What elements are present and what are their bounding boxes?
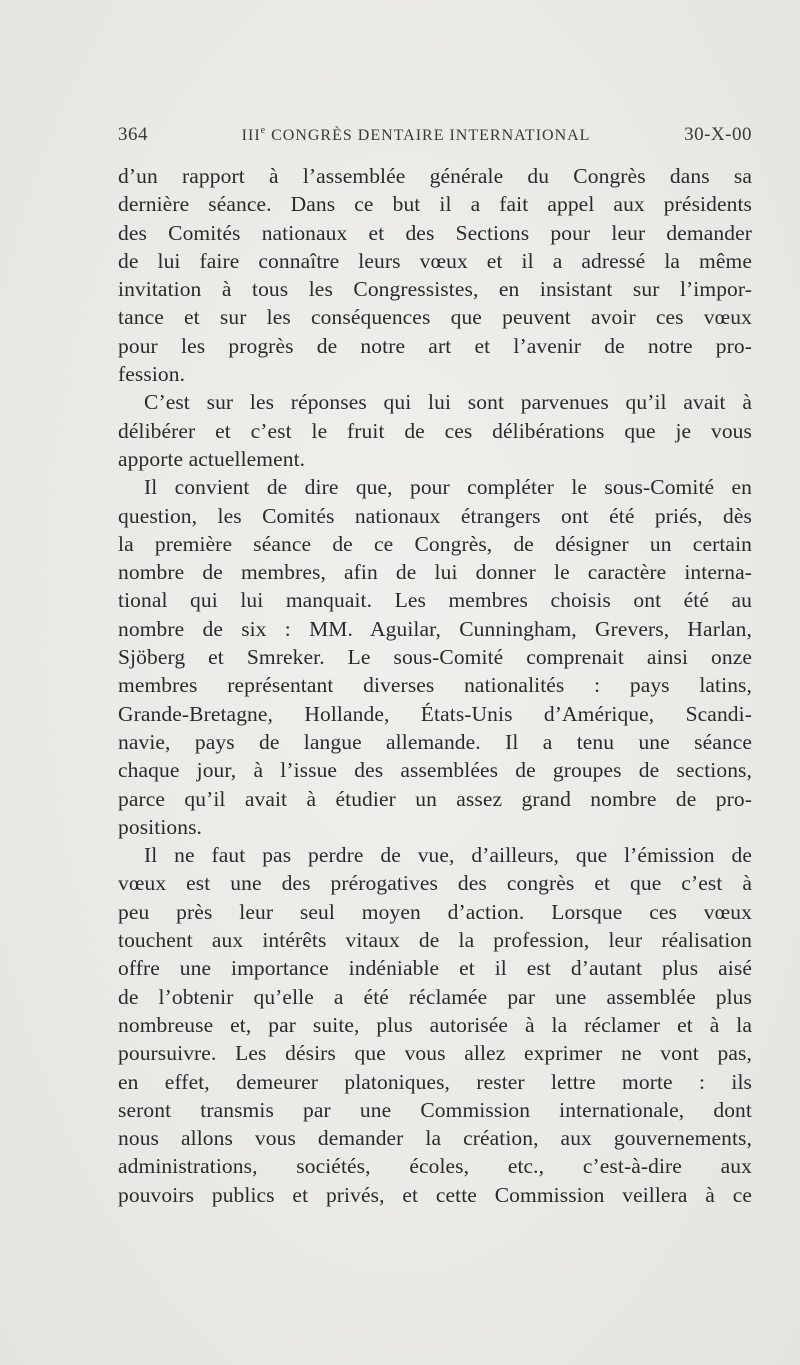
text-line: délibérer et c’est le fruit de ces délibérations que je vous (118, 418, 752, 443)
running-head (118, 124, 752, 154)
text-line: navie, pays de langue allemande. Il a tenu une séance (118, 729, 752, 754)
text-line: de lui faire connaître leurs vœux et il a adressé la même (118, 248, 752, 273)
page-number: 364 (118, 124, 148, 145)
text-line: pour les progrès de notre art et l’avenir de notre pro- (118, 333, 752, 358)
text-line: chaque jour, à l’issue des assemblées de groupes de sections, (118, 758, 752, 783)
text-line: question, les Comités nationaux étrangers ont été priés, dès (118, 503, 752, 528)
running-title-superscript: e (260, 125, 267, 136)
running-title-numeral: III (241, 127, 261, 144)
text-line: tance et sur les conséquences que peuvent avoir ces vœux (118, 305, 752, 330)
text-line: tional qui lui manquait. Les membres choisis ont été au (118, 588, 752, 613)
text-line: C’est sur les réponses qui lui sont parvenues qu’il avait à (144, 390, 752, 415)
text-line: membres représentant diverses nationalités : pays latins, (118, 673, 752, 698)
text-line: touchent aux intérêts vitaux de la profession, leur réalisation (118, 928, 752, 953)
text-line: des Comités nationaux et des Sections pour leur demander (118, 220, 752, 245)
text-line: d’un rapport à l’assemblée générale du Congrès dans sa (118, 164, 752, 188)
text-line: Sjöberg et Smreker. Le sous-Comité comprenait ainsi onze (118, 645, 752, 670)
running-title (242, 125, 591, 145)
text-line: apporte actuellement. (118, 446, 306, 471)
text-line: nombreuse et, par suite, plus autorisée à la réclamer et à la (118, 1012, 752, 1037)
text-line: vœux est une des prérogatives des congrès et que c’est à (118, 871, 752, 896)
text-line: invitation à tous les Congressistes, en insistant sur l’impor- (118, 277, 752, 302)
text-line: positions. (118, 814, 203, 839)
text-line: nombre de six : MM. Aguilar, Cunningham, Grevers, Harlan, (118, 616, 752, 641)
running-date: 30-X-00 (684, 124, 752, 145)
text-line: seront transmis par une Commission internationale, dont (118, 1097, 752, 1122)
text-line: nous allons vous demander la création, aux gouvernements, (118, 1126, 752, 1151)
text-line: administrations, sociétés, écoles, etc., c’est-à-dire aux (118, 1154, 752, 1179)
text-line: peu près leur seul moyen d’action. Lorsque ces vœux (118, 899, 752, 924)
text-line: poursuivre. Les désirs que vous allez exprimer ne vont pas, (118, 1041, 752, 1066)
text-line: pouvoirs publics et privés, et cette Commission veillera à ce (118, 1182, 752, 1207)
text-line: Il convient de dire que, pour compléter le sous-Comité en (144, 475, 752, 500)
text-line: de l’obtenir qu’elle a été réclamée par une assemblée plus (118, 984, 752, 1009)
text-line: offre une importance indéniable et il est d’autant plus aisé (118, 956, 752, 981)
text-line: dernière séance. Dans ce but il a fait appel aux présidents (118, 192, 752, 217)
text-line: Il ne faut pas perdre de vue, d’ailleurs, que l’émission de (144, 843, 752, 868)
body-text (118, 162, 752, 1209)
text-line: la première séance de ce Congrès, de désigner un certain (118, 531, 752, 556)
text-line: en effet, demeurer platoniques, rester lettre morte : ils (118, 1069, 752, 1094)
text-line: nombre de membres, afin de lui donner le caractère interna- (118, 560, 752, 585)
text-line: fession. (118, 362, 186, 387)
running-title-text: CONGRÈS DENTAIRE INTERNATIONAL (266, 127, 591, 144)
text-line: parce qu’il avait à étudier un assez grand nombre de pro- (118, 786, 752, 811)
text-line: Grande-Bretagne, Hollande, États-Unis d’Amérique, Scandi- (118, 701, 752, 726)
